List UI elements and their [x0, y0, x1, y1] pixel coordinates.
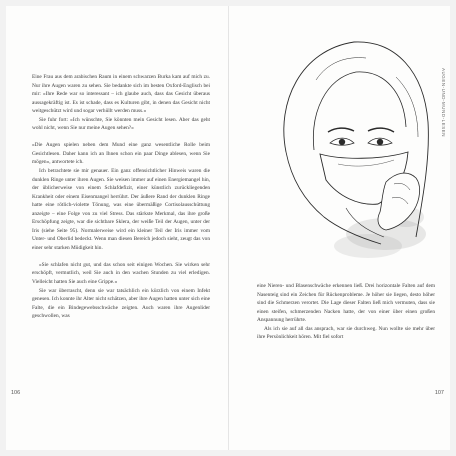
veiled-woman-illustration: [246, 32, 442, 270]
book-spread: [6, 6, 450, 450]
page-number-left: 106: [11, 390, 21, 396]
running-head: AUGEN-UND-MUND-LESEN: [441, 68, 446, 138]
right-paragraph-1: eine Nieren- und Blasenschwäche erkennen ließ. Drei horizontale Falten auf dem Nasenteig sind ein Zeichen für Rückenprobleme. Je höher sie liegen, desto höher sind die Schmerzen verortet. Die Lage dieser Falten ließ mich vermuten, dass sie einen steifen, schmerzenden Nacken hatte, der von einer über einen großen Anspannung herrührte.: [257, 283, 435, 324]
left-paragraph-3: »Die Augen spielen neben dem Mund eine ganz wesentliche Rolle beim Gesichtlesen. Daher kann ich an Ihnen schon ein paar Dinge ablesen, wenn Sie mögen«, antwortete ich.: [32, 142, 210, 166]
left-paragraph-4: Ich betrachtete sie mir genauer. Ein ganz offensichtlicher Hinweis waren die dunklen Ringe unter ihren Augen. Sie weisen immer auf einen Energiemangel hin, der üblicherweise von einem Schlafdefizit, einer künstlich zurückliegenden Krankheit oder einem Eisenmangel herrührt. Der äußere Rand der dunklen Ringe hatte eine rötlich-violette Tönung, was eine übermäßige Cortisolausschüttung anzeigte – eine Folge von zu viel Stress. Das stärkste Merkmal, das ihre große Erschöpfung zeigte, war die sichtbare Sklera, der weiße Teil der Augen, unter der Iris (siehe Seite 95). Normalerweise wird ein kleiner Teil der Iris immer vom Unter- und Oberlid bedeckt. Wenn man diesen Bereich jedoch sieht, zeugt das von einer sehr starken Müdigkeit hin.: [32, 167, 210, 251]
hood-inner-line: [313, 72, 406, 150]
left-paragraph-5: »Sie schlafen nicht gut, und das schon seit einigen Wochen. Sie wirken sehr erschöpft, vermutlich, weil Sie auch in den wachen Stunden zu viel erledigen. Vielleicht hatten Sie auch eine Grippe.«: [32, 261, 210, 286]
page-number-right: 107: [434, 390, 444, 396]
left-page-text: [32, 73, 210, 321]
right-eyebrow: [368, 128, 394, 132]
book-gutter: [228, 6, 229, 450]
right-paragraph-2: Als ich sie auf all das ansprach, war sie durchweg. Nun wollte sie mehr über ihre Persönlichkeit hören. Mit fiel sofort: [257, 325, 435, 341]
left-paragraph-2: Sie fuhr fort: »Ich wünschte, Sie könnten mein Gesicht lesen. Aber das geht wohl nicht, wenn Sie nur meine Augen sehen?«: [32, 116, 210, 132]
left-paragraph-1: Eine Frau aus dem arabischen Raum in einem schwarzen Burka kam auf mich zu. Nur ihre Augen waren zu sehen. Sie bedankte sich im besten Oxford-Englisch bei mir: »Ihre Rede war so interessant – ich glaube auch, dass das Gesicht überaus aussagekräftig ist. Es ist schade, dass es Kulturen gibt, in denen das Gesicht nicht weitgeschützt wird und sogar verhüllt werden muss.«: [32, 74, 210, 115]
left-eye-icon: [339, 139, 345, 145]
left-paragraph-6: Sie war überrascht, denn sie war tatsächlich ein kürzlich von einem Infekt genesen. Ich konnte ihr Alter nicht schätzen, aber ihre Augen hatten unter sich eine Falte, die ein Bindegewebsschwäche zeigten. Auch waren ihre Augenlider geschwollen, was: [32, 287, 210, 320]
left-eyebrow: [328, 128, 354, 132]
right-page-text: [257, 282, 435, 342]
right-eye-icon: [377, 139, 383, 145]
